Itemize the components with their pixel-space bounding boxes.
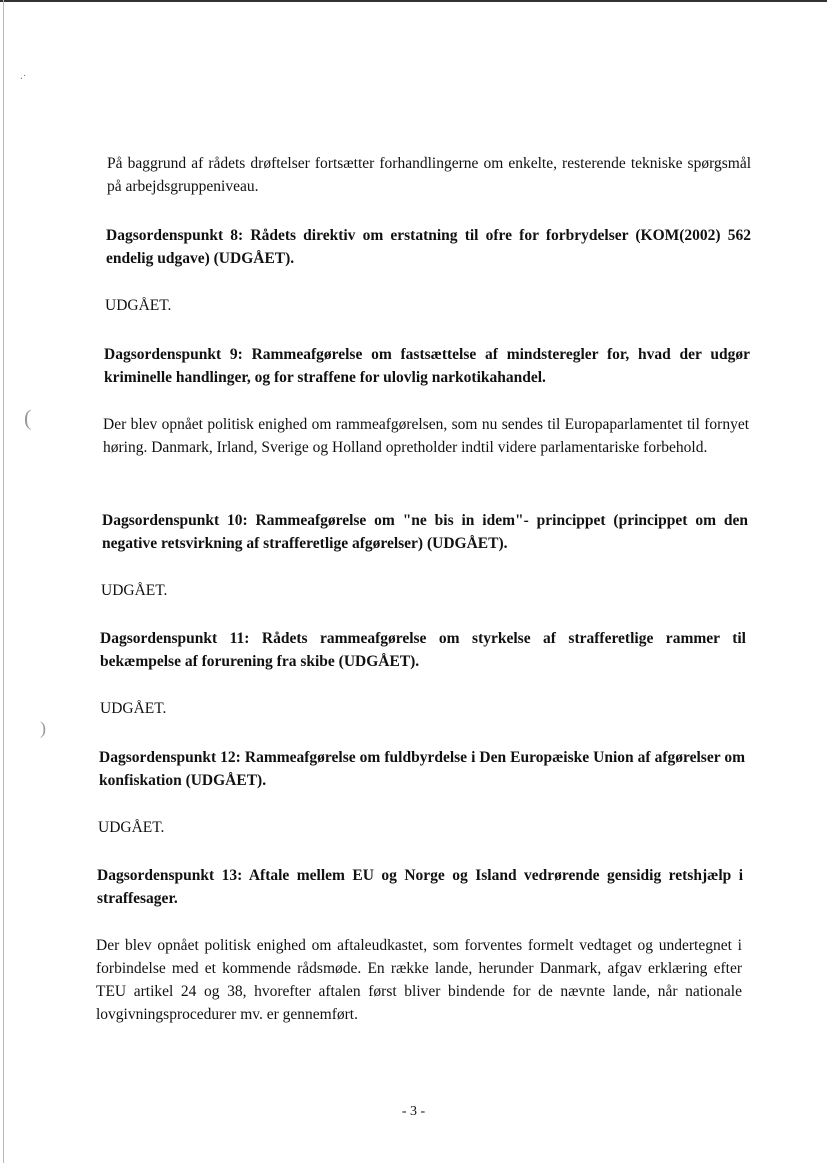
top-scan-border xyxy=(0,0,827,2)
intro-paragraph: På baggrund af rådets drøftelser fortsætter forhandlingerne om enkelte, resterende tekniske spørgsmål på arbejdsgruppeniveau. xyxy=(107,155,751,195)
agenda-item-13-heading: Dagsordenspunkt 13: Aftale mellem EU og Norge og Island vedrørende gensidig retshjælp i straffesager. xyxy=(97,867,743,907)
agenda-item-10-heading: Dagsordenspunkt 10: Rammeafgørelse om "ne bis in idem"- princippet (princippet om den negative retsvirkning af strafferetlige afgørelser) (UDGÅET). xyxy=(102,512,748,552)
scan-artifact-punch-hole: ) xyxy=(40,718,46,738)
agenda-item-8-status: UDGÅET. xyxy=(105,297,172,314)
agenda-item-11-heading: Dagsordenspunkt 11: Rådets rammeafgørelse om styrkelse af strafferetlige rammer til bekæmpelse af forurening fra skibe (UDGÅET). xyxy=(100,630,746,670)
agenda-item-9-body: Der blev opnået politisk enighed om rammeafgørelsen, som nu sendes til Europaparlamentet til fornyet høring. Danmark, Irland, Sverige og Holland opretholder indtil videre parlamentariske forbehold. xyxy=(103,416,749,456)
left-scan-edge xyxy=(3,0,4,1163)
page-number: - 3 - xyxy=(401,1104,426,1119)
agenda-item-13-body: Der blev opnået politisk enighed om aftaleudkastet, som forventes formelt vedtaget og undertegnet i forbindelse med et kommende rådsmøde. En række lande, herunder Danmark, afgav erklæring efter TEU artikel 24 og 38, hvorefter aftalen først bliver bindende for de nævnte lande, når nationale lovgivningsprocedurer mv. er gennemført. xyxy=(96,937,742,1023)
agenda-item-11-status: UDGÅET. xyxy=(100,700,167,717)
agenda-item-9-heading: Dagsordenspunkt 9: Rammeafgørelse om fastsættelse af mindsteregler for, hvad der udgør kriminelle handlinger, og for straffene for ulovlig narkotikahandel. xyxy=(104,346,750,386)
agenda-item-8-heading: Dagsordenspunkt 8: Rådets direktiv om erstatning til ofre for forbrydelser (KOM(2002) 562 endelig udgave) (UDGÅET). xyxy=(106,227,751,267)
agenda-item-12-heading: Dagsordenspunkt 12: Rammeafgørelse om fuldbyrdelse i Den Europæiske Union af afgørelser om konfiskation (UDGÅET). xyxy=(99,749,745,789)
scan-artifact-mark: .· xyxy=(20,70,27,82)
agenda-item-12-status: UDGÅET. xyxy=(98,819,165,836)
agenda-item-10-status: UDGÅET. xyxy=(101,582,168,599)
scan-artifact-punch-hole: ( xyxy=(24,405,32,430)
